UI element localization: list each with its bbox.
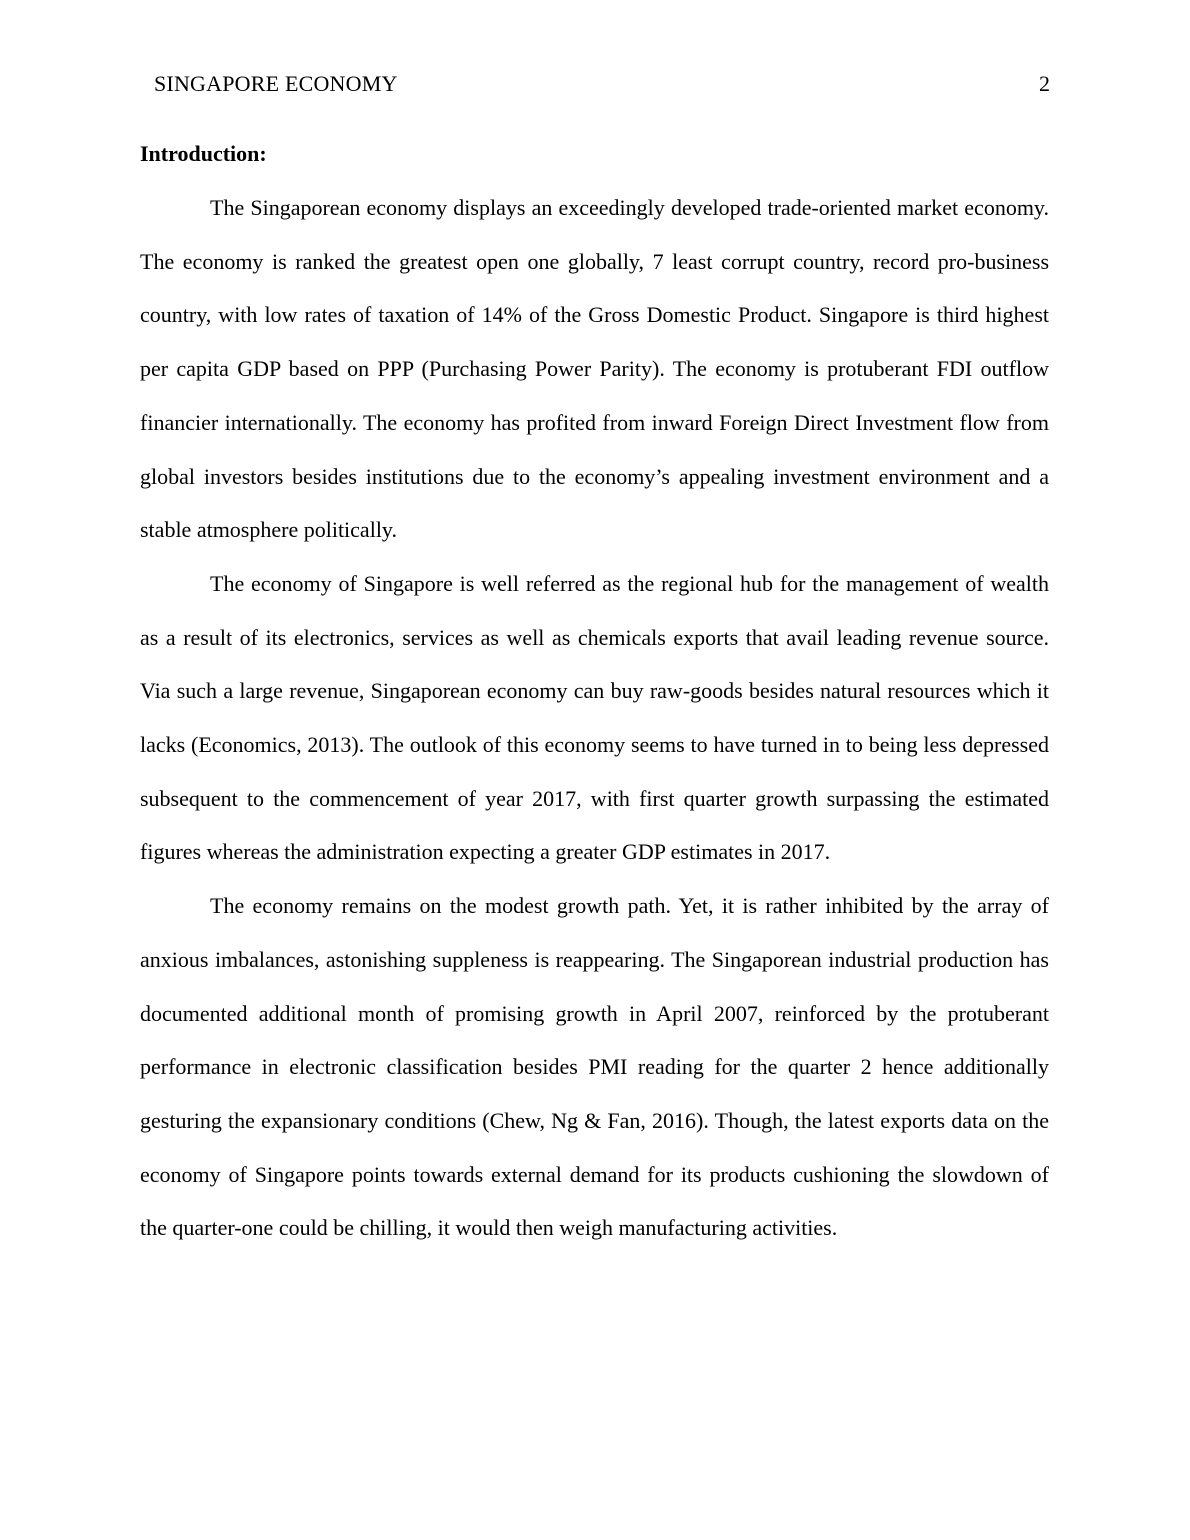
section-heading: Introduction: (140, 141, 267, 166)
paragraph-1: The Singaporean economy displays an exceedingly developed trade-oriented market economy. The economy is ranked the greatest open one globally, 7 least corrupt country, record pro-business country, with low rates of taxation of 14% of the Gross Domestic Product. Singapore is third highest per capita GDP based on PPP (Purchasing Power Parity). The economy is protuberant FDI outflow financier internationally. The economy has profited from inward Foreign Direct Investment flow from global investors besides institutions due to the economy’s appealing investment environment and a stable atmosphere politically. (140, 195, 1049, 543)
document-body (140, 127, 1049, 1255)
paragraph-2: The economy of Singapore is well referred as the regional hub for the management of wealth as a result of its electronics, services as well as chemicals exports that avail leading revenue source. Via such a large revenue, Singaporean economy can buy raw-goods besides natural resources which it lacks (Economics, 2013). The outlook of this economy seems to have turned in to being less depressed subsequent to the commencement of year 2017, with first quarter growth surpassing the estimated figures whereas the administration expecting a greater GDP estimates in 2017. (140, 570, 1049, 865)
paragraph-3: The economy remains on the modest growth path. Yet, it is rather inhibited by the array of anxious imbalances, astonishing suppleness is reappearing. The Singaporean industrial production has documented additional month of promising growth in April 2007, reinforced by the protuberant performance in electronic classification besides PMI reading for the quarter 2 hence additionally gesturing the expansionary conditions (Chew, Ng & Fan, 2016). Though, the latest exports data on the economy of Singapore points towards external demand for its products cushioning the slowdown of the quarter-one could be chilling, it would then weigh manufacturing activities. (140, 893, 1049, 1241)
running-head: SINGAPORE ECONOMY (154, 71, 398, 96)
page-number: 2 (1039, 71, 1050, 96)
